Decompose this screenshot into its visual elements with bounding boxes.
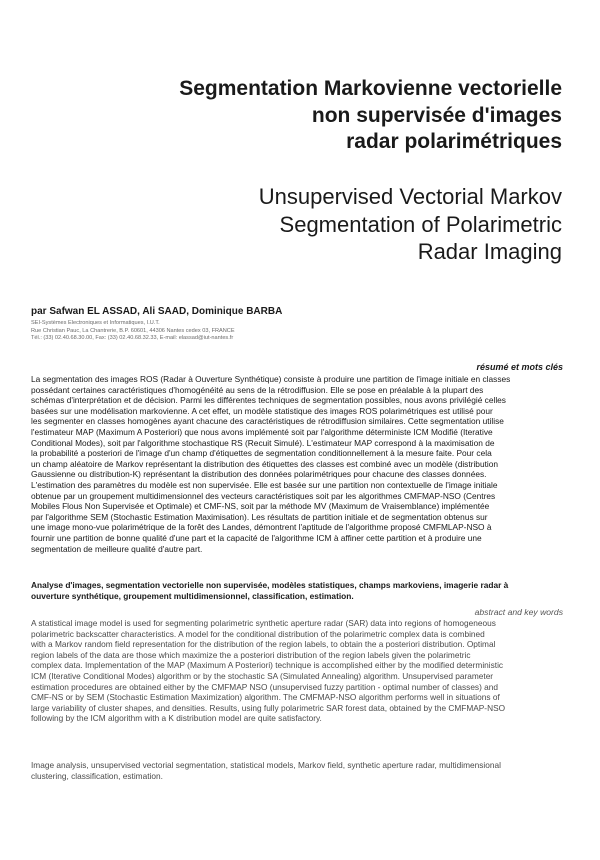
abstract-line: Conditional Modes), soit par l'algorithme stochastique RS (Recuit Simulé). L'estimateur MAP correspond à la maximisation de: [31, 437, 495, 448]
abstract-line: with a Markov random field representation for the distribution of the region labels, to obtain the a posteriori distribution. Optimal: [31, 639, 496, 650]
abstract-line: une image mono-vue polarimétrique de la forêt des Landes, démontrent l'aptitude de l'algorithme proposé CMFMLAP-NSO à: [31, 522, 492, 533]
abstract-line: polarimetric backscatter characteristics. A model for the conditional distribution of the polarimetric complex data is combined: [31, 628, 485, 639]
affiliation-line: Rue Christian Pauc, La Chantrerie, B.P. 60601, 44306 Nantes cedex 03, FRANCE: [31, 327, 235, 334]
abstract-line: les segmenter en classes homogènes ayant chacune des caractéristiques de rétrodiffusion similaires. Cette segmentation utilise: [31, 416, 504, 427]
abstract-line: region labels of the data are those which maximize the a posteriori distribution of the region labels given the polarimetric: [31, 649, 471, 660]
keywords-line: Image analysis, unsupervised vectorial segmentation, statistical models, Markov field, synthetic aperture radar, multidimensional: [31, 760, 501, 770]
abstract-line: complex data. Implementation of the MAP (Maximum A Posteriori) technique is accomplished either by the modified deterministic: [31, 660, 504, 671]
abstract-line: estimation procedures are obtained either by the CMFMAP NSO (unsupervised fuzzy partition - optimal number of classes) and: [31, 681, 498, 692]
abstract-line: possédant certaines caractéristiques d'homogénéité au sens de la rétrodiffusion. Elle se pose en préalable à la plupart des: [31, 384, 484, 395]
keywords-line: clustering, classification, estimation.: [31, 770, 163, 781]
french-title-line: radar polarimétriques: [346, 130, 562, 153]
keywords-line: ouverture synthétique, groupement multidimensionnel, classification, estimation.: [31, 590, 354, 601]
abstract-line: Mobiles Flous Non Supervisée et Optimale) et CMF-NS, soit par la méthode MV (Maximum de Vraisemblance) implémentée: [31, 501, 490, 512]
english-title-line: Radar Imaging: [417, 239, 562, 264]
abstract-line: un champ aléatoire de Markov représentant la distribution des étiquettes des classes est combiné avec un modèle (distribution: [31, 458, 499, 469]
english-keywords-heading: abstract and key words: [474, 607, 563, 617]
abstract-line: segmentation de meilleure qualité d'autre part.: [31, 543, 203, 554]
abstract-line: par l'algorithme SEM (Stochastic Estimation Maximisation). Les résultats de partition initiale et de segmentation obtenus sur: [31, 511, 488, 522]
french-title-line: Segmentation Markovienne vectorielle: [179, 77, 562, 100]
english-title: [82, 183, 562, 266]
abstract-line: fournir une partition de bonne qualité d'une part et la capacité de l'algorithme ICM à affiner cette partition et à produire une: [31, 532, 482, 543]
abstract-line: following by the ICM algorithm with a K distribution model are quite satisfactory.: [31, 713, 322, 724]
keywords-line: Analyse d'images, segmentation vectorielle non supervisée, modèles statistiques, champs markoviens, imagerie radar à: [31, 580, 509, 590]
abstract-line: A statistical image model is used for segmenting polarimetric synthetic aperture radar (SAR) data into regions of homogeneous: [31, 618, 496, 628]
authors: par Safwan EL ASSAD, Ali SAAD, Dominique BARBA: [31, 306, 283, 317]
english-title-line: Segmentation of Polarimetric: [279, 211, 562, 237]
french-title-line: non supervisée d'images: [311, 103, 562, 127]
abstract-line: l'estimateur MAP (Maximum A Posteriori) que nous avons implémenté soit par l'algorithme déterministe ICM Modifié (Iterative: [31, 426, 493, 437]
abstract-line: basées sur une modélisation markovienne. A cet effet, un modèle statistique des images ROS polarimétriques est utilisé pour: [31, 405, 493, 416]
french-keywords: [31, 580, 563, 601]
affiliation-line: SEI-Systèmes Électroniques et Informatiques, I.U.T.: [31, 320, 160, 326]
abstract-line: ICM (Iterative Conditional Modes) algorithm or by the stochastic SA (Simulated Annealing) algorithm. Unsupervised parameter: [31, 670, 494, 681]
affiliation: [31, 320, 451, 343]
abstract-line: La segmentation des images ROS (Radar à Ouverture Synthétique) consiste à produire une partition de l'image initiale en classes: [31, 374, 511, 384]
abstract-line: L'estimation des paramètres du modèle est non supervisée. Elle est basée sur une partition non contextuelle de l'image initiale: [31, 479, 498, 490]
french-abstract: [31, 374, 563, 554]
english-abstract: [31, 618, 563, 724]
abstract-line: obtenue par un groupement multidimensionnel des vecteurs caractéristiques soit par les algorithmes CMFMAP-NSO (Centres: [31, 490, 496, 501]
affiliation-line: Tél.: (33) 02.40.68.30.00, Fax: (33) 02.40.68.32.33, E-mail: elassad@iut-nantes.fr: [31, 335, 234, 342]
abstract-line: schémas d'interprétation et de décision. Parmi les différentes techniques de segmentation possibles, nous avons privilégié celles: [31, 395, 506, 406]
english-title-line: Unsupervised Vectorial Markov: [258, 184, 562, 209]
english-keywords: [31, 760, 563, 781]
french-keywords-heading: résumé et mots clés: [476, 362, 563, 372]
abstract-line: large variability of cluster shapes, and densities. Results, using fully polarimetric SAR forest data, obtained by the CMFMAP-NSO: [31, 702, 506, 713]
abstract-line: la probabilité a posteriori de l'image d'un champ d'étiquettes de segmentation conditionnellement à la mesure faite. Pour cela: [31, 448, 492, 459]
abstract-line: Gaussienne ou distribution-K) représentant la distribution des données polarimétriques pour chacune des classes données.: [31, 469, 487, 480]
abstract-line: CMF-NS or by SEM (Stochastic Estimation Maximization) algorithm. The CMFMAP-NSO algorithm performs well in situations of: [31, 692, 500, 703]
french-title: [82, 76, 562, 156]
